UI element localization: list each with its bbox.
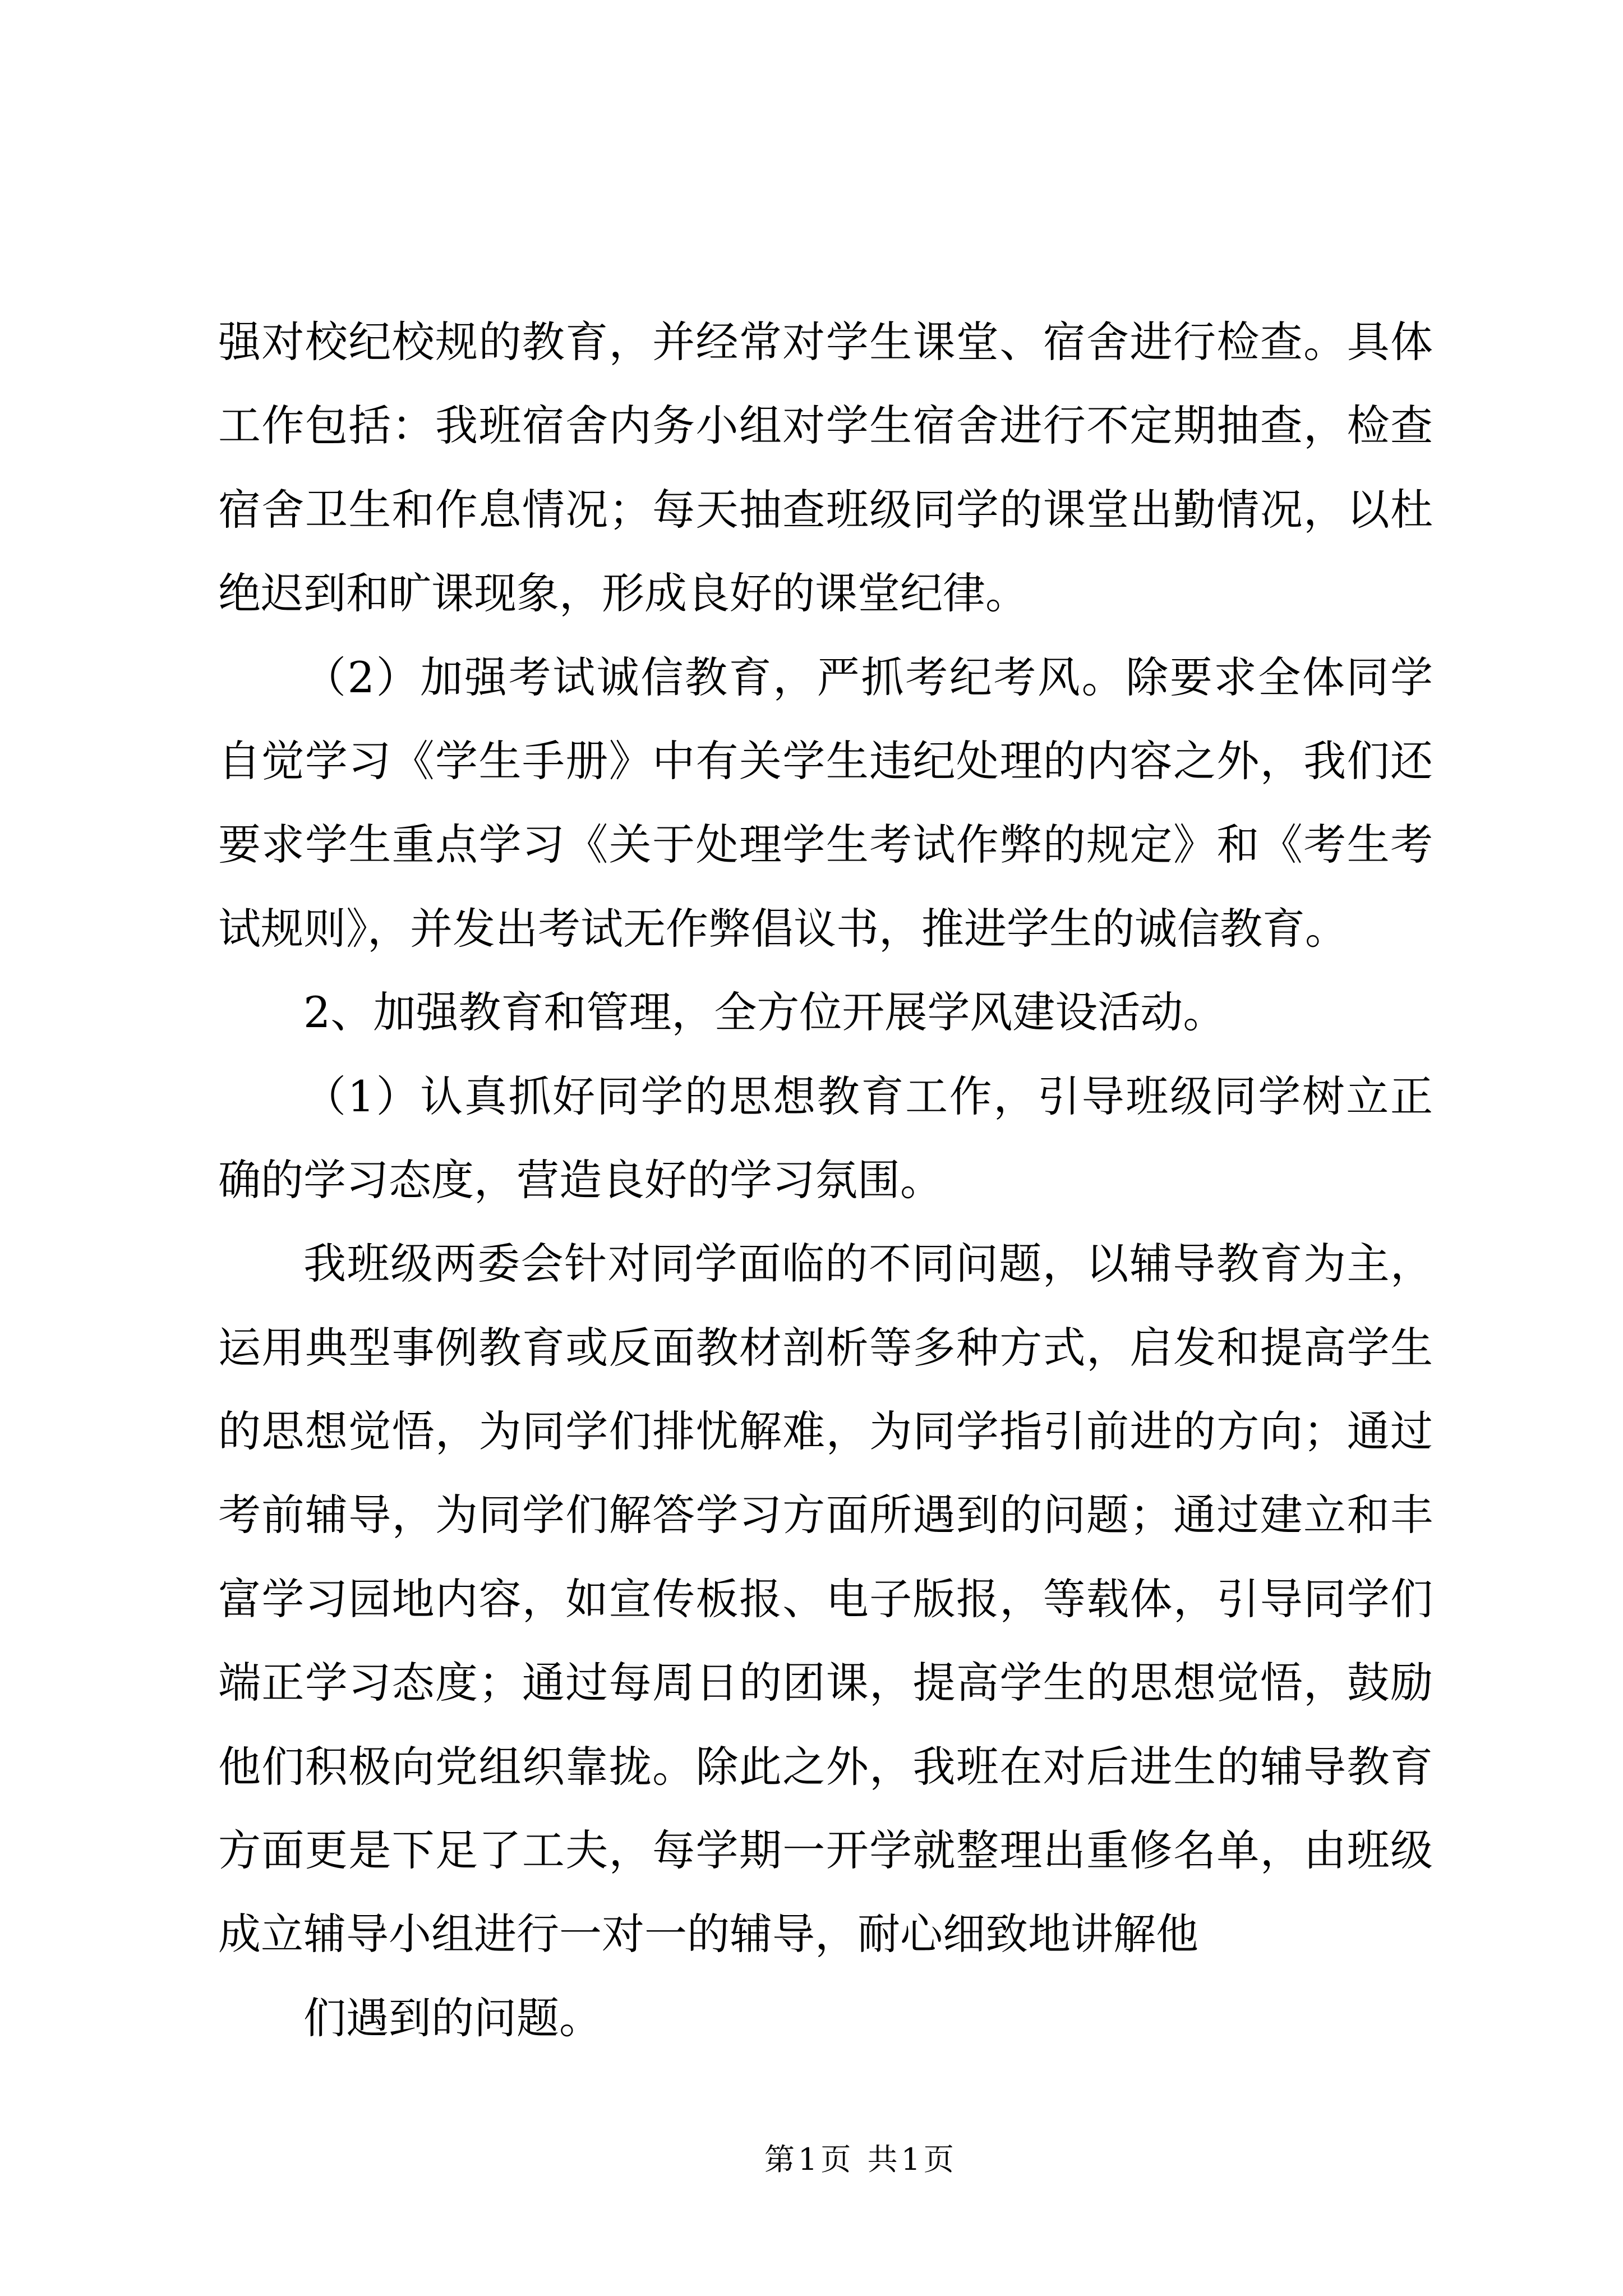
paragraph xyxy=(218,1055,1433,1222)
text-line: 成立辅导小组进行一对一的辅导，耐心细致地讲解他 xyxy=(218,1909,1198,1959)
text-line: 要求学生重点学习《关于处理学生考试作弊的规定》和《考生考 xyxy=(218,820,1433,870)
document-body xyxy=(218,300,1433,2060)
paragraph xyxy=(218,636,1433,971)
text-line: 们遇到的问题。 xyxy=(303,1993,602,2043)
paragraph xyxy=(218,300,1433,636)
paragraph xyxy=(218,1222,1433,1976)
text-line: 我班级两委会针对同学面临的不同问题，以辅导教育为主， xyxy=(303,1239,1433,1289)
text-line: 宿舍卫生和作息情况；每天抽查班级同学的课堂出勤情况，以杜 xyxy=(218,484,1433,535)
text-line: （1）认真抓好同学的思想教育工作，引导班级同学树立正 xyxy=(303,1071,1433,1121)
text-line: 运用典型事例教育或反面教材剖析等多种方式，启发和提高学生 xyxy=(218,1322,1433,1373)
text-line: 自觉学习《学生手册》中有关学生违纪处理的内容之外，我们还 xyxy=(218,735,1433,786)
text-line: 强对校纪校规的教育，并经常对学生课堂、宿舍进行检查。具体 xyxy=(218,317,1433,367)
text-line: 富学习园地内容，如宣传板报、电子版报，等载体，引导同学们 xyxy=(218,1573,1433,1624)
paragraph xyxy=(218,1976,1433,2060)
text-line: （2）加强考试诚信教育，严抓考纪考风。除要求全体同学 xyxy=(303,652,1433,702)
text-line: 试规则》，并发出考试无作弊倡议书，推进学生的诚信教育。 xyxy=(218,903,1348,954)
text-line: 绝迟到和旷课现象，形成良好的课堂纪律。 xyxy=(218,568,1028,619)
text-line: 方面更是下足了工夫，每学期一开学就整理出重修名单，由班级 xyxy=(218,1825,1433,1876)
text-line: 2、加强教育和管理，全方位开展学风建设活动。 xyxy=(303,987,1226,1038)
section-heading xyxy=(218,970,1433,1054)
page-number-footer: 第1页 共1页 xyxy=(764,2142,957,2177)
text-line: 考前辅导，为同学们解答学习方面所遇到的问题；通过建立和丰 xyxy=(218,1490,1433,1540)
text-line: 确的学习态度，营造良好的学习氛围。 xyxy=(218,1154,943,1205)
text-line: 工作包括：我班宿舍内务小组对学生宿舍进行不定期抽查，检查 xyxy=(218,401,1433,451)
text-line: 的思想觉悟，为同学们排忧解难，为同学指引前进的方向；通过 xyxy=(218,1406,1433,1457)
text-line: 他们积极向党组织靠拢。除此之外，我班在对后进生的辅导教育 xyxy=(218,1741,1433,1792)
text-line: 端正学习态度；通过每周日的团课，提高学生的思想觉悟，鼓励 xyxy=(218,1658,1433,1708)
